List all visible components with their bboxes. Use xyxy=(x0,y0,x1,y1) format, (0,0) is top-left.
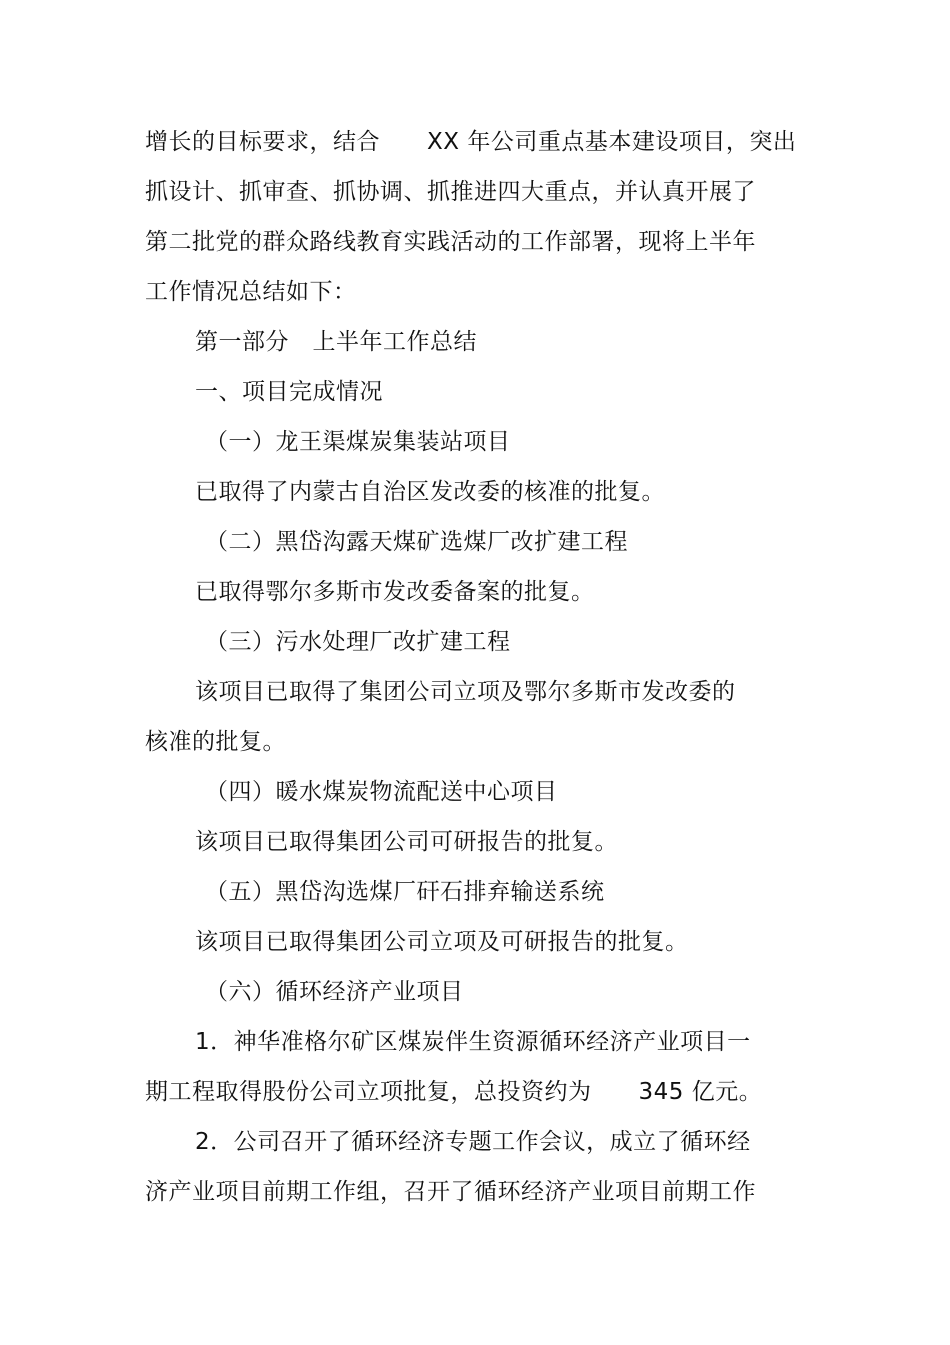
paragraph-line: 已取得了内蒙古自治区发改委的核准的批复。 xyxy=(195,479,665,505)
subsection-heading: 一、项目完成情况 xyxy=(195,379,383,405)
paragraph-line: 核准的批复。 xyxy=(145,729,286,755)
item-heading: （三）污水处理厂改扩建工程 xyxy=(205,629,511,655)
paragraph-line: 济产业项目前期工作组，召开了循环经济产业项目前期工作 xyxy=(145,1179,756,1205)
item-heading: （二）黑岱沟露天煤矿选煤厂改扩建工程 xyxy=(205,529,628,555)
paragraph-line: 该项目已取得集团公司可研报告的批复。 xyxy=(195,829,618,855)
paragraph-line: 第二批党的群众路线教育实践活动的工作部署，现将上半年 xyxy=(145,229,756,255)
paragraph-line: 增长的目标要求，结合 XX 年公司重点基本建设项目，突出 xyxy=(145,129,797,155)
paragraph-line: 已取得鄂尔多斯市发改委备案的批复。 xyxy=(195,579,595,605)
paragraph-line: 工作情况总结如下： xyxy=(145,279,357,305)
item-heading: （六）循环经济产业项目 xyxy=(205,979,464,1005)
paragraph-line: 1．神华准格尔矿区煤炭伴生资源循环经济产业项目一 xyxy=(195,1029,751,1055)
paragraph-line: 期工程取得股份公司立项批复，总投资约为 345 亿元。 xyxy=(145,1079,763,1105)
paragraph-line: 抓设计、抓审查、抓协调、抓推进四大重点，并认真开展了 xyxy=(145,179,756,205)
item-heading: （五）黑岱沟选煤厂矸石排弃输送系统 xyxy=(205,879,605,905)
paragraph-line: 2．公司召开了循环经济专题工作会议，成立了循环经 xyxy=(195,1129,751,1155)
paragraph-line: 该项目已取得了集团公司立项及鄂尔多斯市发改委的 xyxy=(195,679,736,705)
item-heading: （四）暖水煤炭物流配送中心项目 xyxy=(205,779,558,805)
item-heading: （一）龙王渠煤炭集装站项目 xyxy=(205,429,511,455)
paragraph-line: 该项目已取得集团公司立项及可研报告的批复。 xyxy=(195,929,689,955)
section-heading: 第一部分 上半年工作总结 xyxy=(195,329,477,355)
